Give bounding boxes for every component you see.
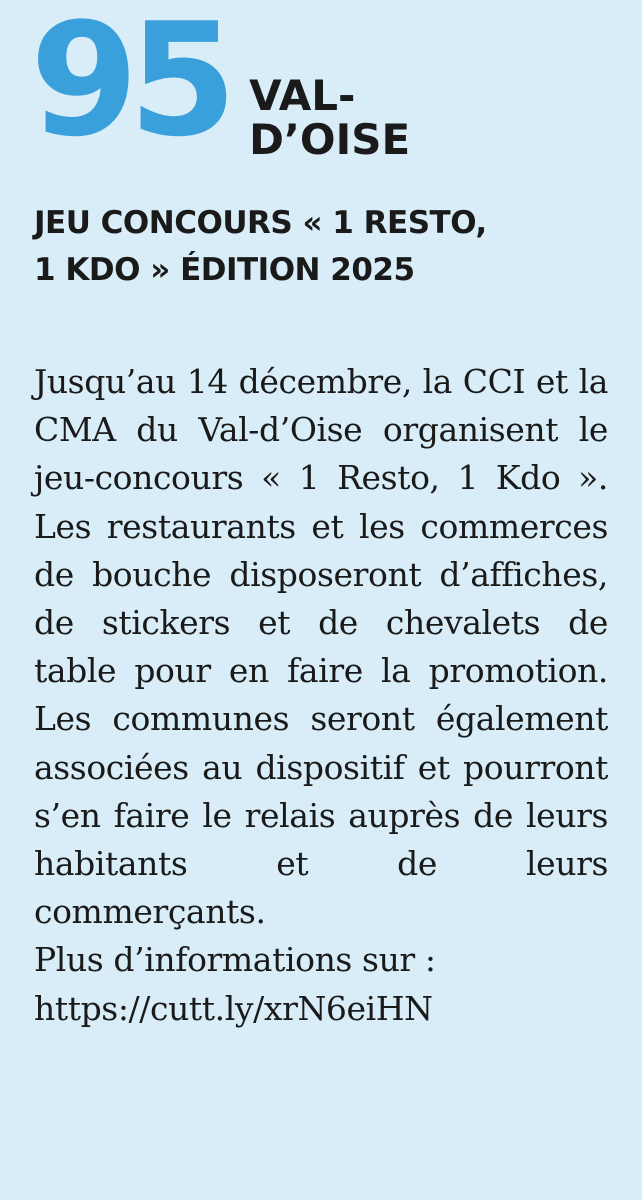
department-number: 95 <box>30 0 228 171</box>
department-name-line-2: D’OISE <box>249 115 411 164</box>
more-info-label: Plus d’informations sur : <box>34 940 436 980</box>
department-header <box>30 0 608 192</box>
headline-line-2: 1 KDO » ÉDITION 2025 <box>34 252 415 288</box>
article-body-paragraph: Jusqu’au 14 décembre, la CCI et la CMA du Val-d’Oise organisent le jeu-concours « 1 Resto, 1 Kdo ». Les restaurants et les commerces de bouche disposeront d’affiches, de stickers et de chevalets de table pour en faire la promotion. Les communes seront également associées au dispositif et pourront s’en faire le relais auprès de leurs habitants et de leurs commerçants. <box>34 362 608 932</box>
headline-line-1: JEU CONCOURS « 1 RESTO, <box>34 205 487 241</box>
article-headline <box>34 200 608 294</box>
more-info <box>34 936 608 1032</box>
article-body <box>34 358 608 936</box>
department-name <box>249 71 411 164</box>
department-name-line-1: VAL- <box>249 71 356 120</box>
more-info-link[interactable]: https://cutt.ly/xrN6eiHN <box>34 988 433 1028</box>
